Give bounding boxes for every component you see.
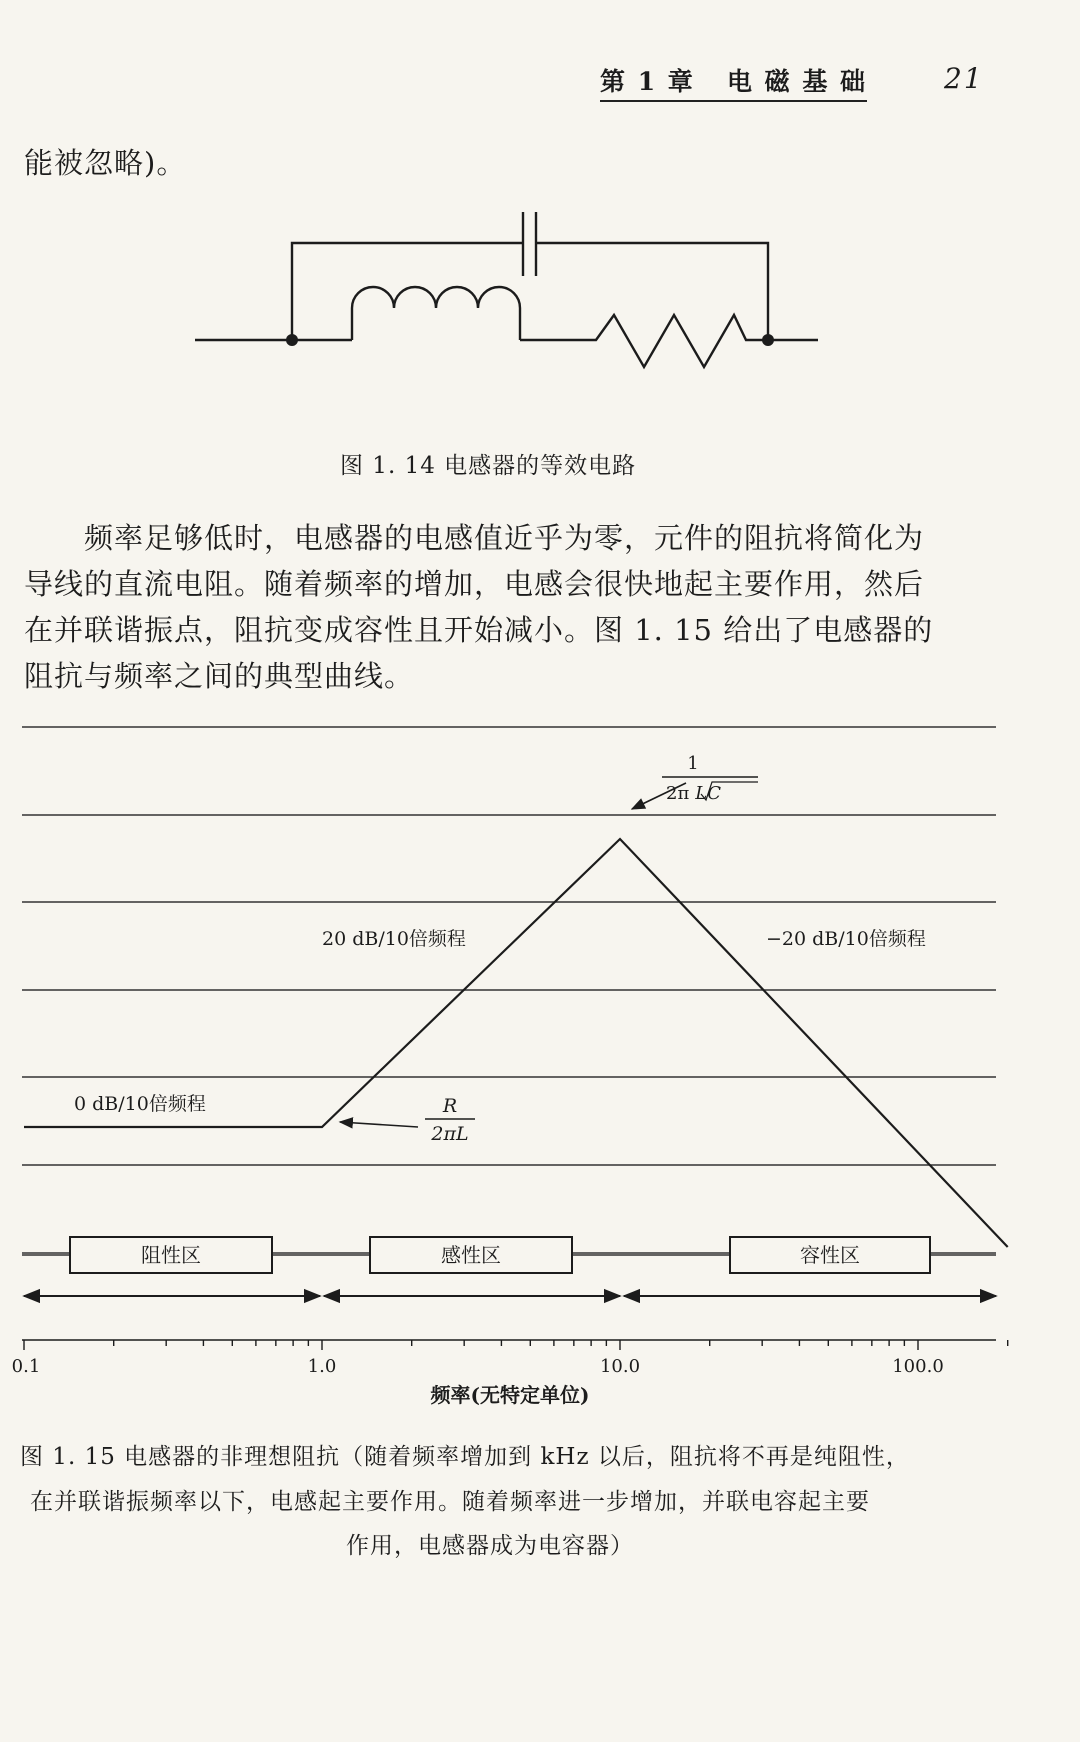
capacitor-wire-left	[292, 243, 523, 340]
figure-1-14-caption: 图 1. 14 电感器的等效电路	[340, 453, 637, 479]
x-axis-title: 频率(无特定单位)	[430, 1383, 590, 1407]
continued-text: 能被忽略)。	[24, 146, 187, 180]
slope-label-rise: 20 dB/10倍频程	[322, 928, 466, 950]
region-label-capacitive: 容性区	[800, 1243, 860, 1267]
corner-frequency-annotation	[340, 1095, 475, 1145]
figure-1-15-caption-line: 图 1. 15 电感器的非理想阻抗（随着频率增加到 kHz 以后，阻抗将不再是纯阻性，	[20, 1444, 910, 1470]
peak-frequency-annotation	[632, 753, 758, 809]
paragraph-line: 阻抗与频率之间的典型曲线。	[24, 659, 415, 693]
chapter-label: 第 1 章	[600, 67, 695, 96]
peak-fraction-numerator: 1	[687, 753, 699, 774]
circuit-node-right	[762, 334, 774, 346]
x-tick-label: 100.0	[892, 1356, 944, 1377]
paragraph-line: 在并联谐振点，阻抗变成容性且开始减小。图 1. 15 给出了电感器的	[24, 613, 934, 647]
capacitor-wire-right	[536, 243, 768, 340]
inductor-coil	[352, 287, 520, 340]
corner-fraction-denominator: 2πL	[431, 1123, 469, 1145]
figure-1-15-caption-line: 在并联谐振频率以下，电感起主要作用。随着频率进一步增加，并联电容起主要	[30, 1489, 870, 1515]
slope-label-fall: −20 dB/10倍频程	[766, 928, 926, 950]
chapter-title: 电 磁 基 础	[726, 67, 868, 96]
region-label-resistive: 阻性区	[141, 1243, 201, 1267]
impedance-curve	[24, 839, 1008, 1247]
body-paragraph	[24, 515, 1004, 699]
corner-fraction-numerator: R	[442, 1095, 458, 1117]
slope-label-flat: 0 dB/10倍频程	[74, 1093, 206, 1115]
paragraph-line: 频率足够低时，电感器的电感值近乎为零，元件的阻抗将简化为	[84, 521, 925, 555]
circuit-node-left	[286, 334, 298, 346]
x-tick-label: 0.1	[11, 1356, 41, 1377]
figure-1-15-caption-line: 作用，电感器成为电容器）	[346, 1533, 634, 1559]
corner-arrow	[340, 1122, 418, 1127]
region-label-inductive: 感性区	[441, 1243, 501, 1267]
x-tick-label: 10.0	[599, 1356, 641, 1377]
running-head	[600, 62, 984, 102]
peak-fraction-denominator: 2π LC	[666, 783, 722, 804]
paragraph-line: 导线的直流电阻。随着频率的增加，电感会很快地起主要作用，然后	[24, 567, 925, 601]
inductor-equivalent-circuit	[0, 180, 1080, 450]
x-tick-label: 1.0	[307, 1356, 337, 1377]
impedance-chart	[0, 700, 1080, 1420]
page-number: 21	[944, 62, 984, 95]
